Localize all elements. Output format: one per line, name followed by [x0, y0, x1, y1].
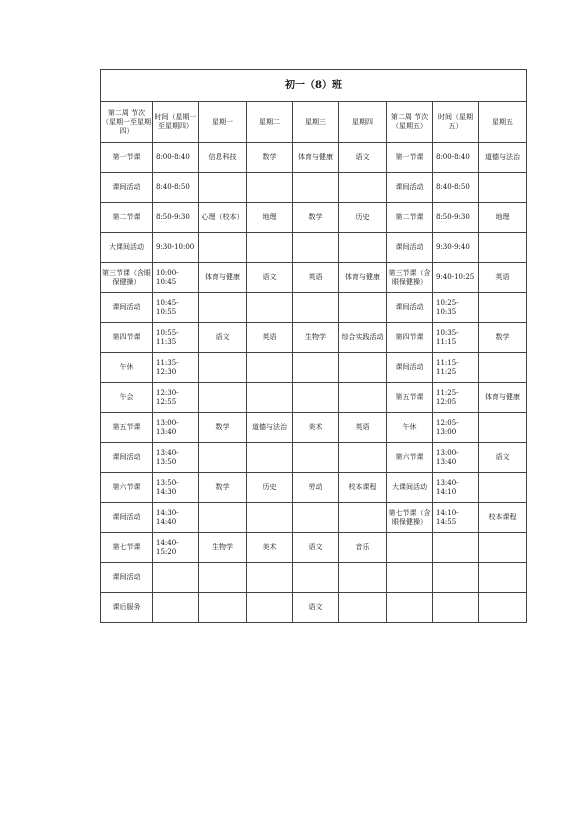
subject-cell: 体育与健康: [479, 383, 527, 413]
table-row: [101, 593, 527, 623]
subject-cell: 音乐: [339, 533, 387, 563]
time-cell: [433, 563, 479, 593]
subject-cell: [293, 443, 339, 473]
period-cell: 第四节课: [101, 323, 153, 353]
subject-cell: [479, 473, 527, 503]
subject-cell: 体育与健康: [293, 143, 339, 173]
column-header: 星期五: [479, 102, 527, 143]
period-cell: 第六节课: [387, 443, 433, 473]
subject-cell: [479, 413, 527, 443]
table-row: [101, 143, 527, 173]
time-cell: 12:05-13:00: [433, 413, 479, 443]
subject-cell: 英语: [247, 323, 293, 353]
period-cell: 课间活动: [387, 353, 433, 383]
subject-cell: [339, 233, 387, 263]
subject-cell: [479, 233, 527, 263]
subject-cell: [247, 293, 293, 323]
subject-cell: 语文: [199, 323, 247, 353]
period-cell: 课间活动: [101, 443, 153, 473]
table-row: [101, 443, 527, 473]
time-cell: 10:25-10:35: [433, 293, 479, 323]
subject-cell: 道德与法治: [247, 413, 293, 443]
subject-cell: 地理: [479, 203, 527, 233]
period-cell: 午休: [101, 353, 153, 383]
table-row: [101, 473, 527, 503]
class-timetable: [100, 69, 527, 623]
period-cell: 第七节课（含眼保健操）: [387, 503, 433, 533]
subject-cell: 生物学: [199, 533, 247, 563]
time-cell: 11:15-11:25: [433, 353, 479, 383]
time-cell: 11:25-12:05: [433, 383, 479, 413]
time-cell: 8:00-8:40: [433, 143, 479, 173]
subject-cell: 美术: [247, 533, 293, 563]
subject-cell: 心理（校本）: [199, 203, 247, 233]
table-row: [101, 203, 527, 233]
subject-cell: [339, 503, 387, 533]
time-cell: 9:30-9:40: [433, 233, 479, 263]
time-cell: 14:40-15:20: [153, 533, 199, 563]
subject-cell: 数学: [293, 203, 339, 233]
subject-cell: [199, 443, 247, 473]
header-row: [101, 102, 527, 143]
subject-cell: 历史: [247, 473, 293, 503]
column-header: 星期四: [339, 102, 387, 143]
period-cell: 课后服务: [101, 593, 153, 623]
subject-cell: [339, 593, 387, 623]
subject-cell: 道德与法治: [479, 143, 527, 173]
period-cell: 第六节课: [101, 473, 153, 503]
time-cell: 12:30-12:55: [153, 383, 199, 413]
subject-cell: [247, 503, 293, 533]
table-row: [101, 263, 527, 293]
period-cell: 午会: [101, 383, 153, 413]
subject-cell: 数学: [199, 413, 247, 443]
period-cell: 第五节课: [387, 383, 433, 413]
table-row: [101, 533, 527, 563]
subject-cell: 劳动: [293, 473, 339, 503]
period-cell: 第二节课: [101, 203, 153, 233]
subject-cell: 历史: [339, 203, 387, 233]
subject-cell: 数学: [199, 473, 247, 503]
period-cell: 课间活动: [387, 173, 433, 203]
time-cell: 8:00-8:40: [153, 143, 199, 173]
time-cell: 9:30-10:00: [153, 233, 199, 263]
subject-cell: [247, 173, 293, 203]
table-row: [101, 293, 527, 323]
period-cell: 第一节课: [101, 143, 153, 173]
period-cell: 第三节课（含眼保健操）: [387, 263, 433, 293]
subject-cell: [247, 443, 293, 473]
period-cell: 大课间活动: [387, 473, 433, 503]
time-cell: 13:40-14:10: [433, 473, 479, 503]
period-cell: [387, 563, 433, 593]
subject-cell: 英语: [339, 413, 387, 443]
subject-cell: [199, 233, 247, 263]
column-header: 第二周 节次（星期五）: [387, 102, 433, 143]
subject-cell: 体育与健康: [199, 263, 247, 293]
table-row: [101, 323, 527, 353]
time-cell: 8:40-8:50: [433, 173, 479, 203]
subject-cell: [339, 563, 387, 593]
subject-cell: 体育与健康: [339, 263, 387, 293]
table-row: [101, 173, 527, 203]
time-cell: 10:00-10:45: [153, 263, 199, 293]
subject-cell: [479, 173, 527, 203]
period-cell: 课间活动: [101, 173, 153, 203]
subject-cell: [199, 173, 247, 203]
time-cell: 11:35-12:30: [153, 353, 199, 383]
subject-cell: 语文: [293, 533, 339, 563]
subject-cell: [247, 353, 293, 383]
period-cell: 课间活动: [387, 233, 433, 263]
subject-cell: [339, 173, 387, 203]
subject-cell: [247, 233, 293, 263]
period-cell: 第五节课: [101, 413, 153, 443]
subject-cell: 生物学: [293, 323, 339, 353]
period-cell: 第二节课: [387, 203, 433, 233]
subject-cell: [293, 293, 339, 323]
period-cell: 第一节课: [387, 143, 433, 173]
subject-cell: 校本课程: [339, 473, 387, 503]
period-cell: 大课间活动: [101, 233, 153, 263]
column-header: 星期三: [293, 102, 339, 143]
subject-cell: 语文: [247, 263, 293, 293]
time-cell: [433, 533, 479, 563]
subject-cell: 美术: [293, 413, 339, 443]
period-cell: 第三节课（含眼保健操）: [101, 263, 153, 293]
column-header: 星期一: [199, 102, 247, 143]
column-header: 星期二: [247, 102, 293, 143]
subject-cell: 数学: [479, 323, 527, 353]
subject-cell: [199, 293, 247, 323]
subject-cell: [339, 353, 387, 383]
period-cell: 第七节课: [101, 533, 153, 563]
subject-cell: [339, 383, 387, 413]
time-cell: 9:40-10:25: [433, 263, 479, 293]
table-row: [101, 233, 527, 263]
time-cell: 8:50-9:30: [153, 203, 199, 233]
table-title: 初一（8）班: [101, 70, 527, 102]
subject-cell: [199, 503, 247, 533]
subject-cell: [479, 563, 527, 593]
column-header: 时间（星期一至星期四）: [153, 102, 199, 143]
subject-cell: [199, 383, 247, 413]
subject-cell: [339, 293, 387, 323]
subject-cell: [293, 173, 339, 203]
subject-cell: 英语: [293, 263, 339, 293]
time-cell: 10:55-11:35: [153, 323, 199, 353]
table-row: [101, 503, 527, 533]
subject-cell: [199, 563, 247, 593]
time-cell: 10:35-11:15: [433, 323, 479, 353]
subject-cell: [339, 443, 387, 473]
subject-cell: 语文: [339, 143, 387, 173]
table-row: [101, 563, 527, 593]
subject-cell: [479, 353, 527, 383]
subject-cell: [199, 353, 247, 383]
subject-cell: 综合实践活动: [339, 323, 387, 353]
time-cell: [153, 563, 199, 593]
time-cell: 8:50-9:30: [433, 203, 479, 233]
time-cell: [433, 593, 479, 623]
time-cell: 10:45-10:55: [153, 293, 199, 323]
subject-cell: [293, 383, 339, 413]
column-header: 时间（星期五）: [433, 102, 479, 143]
subject-cell: [479, 533, 527, 563]
subject-cell: 信息科技: [199, 143, 247, 173]
subject-cell: 语文: [293, 593, 339, 623]
column-header: 第二周 节次（星期一至星期四）: [101, 102, 153, 143]
time-cell: 13:00-13:40: [153, 413, 199, 443]
time-cell: 13:50-14:30: [153, 473, 199, 503]
period-cell: 第四节课: [387, 323, 433, 353]
period-cell: 课间活动: [101, 293, 153, 323]
subject-cell: 地理: [247, 203, 293, 233]
subject-cell: [293, 503, 339, 533]
subject-cell: 英语: [479, 263, 527, 293]
subject-cell: [247, 383, 293, 413]
subject-cell: 语文: [479, 443, 527, 473]
table-row: [101, 413, 527, 443]
period-cell: 课间活动: [387, 293, 433, 323]
subject-cell: 校本课程: [479, 503, 527, 533]
time-cell: [153, 593, 199, 623]
subject-cell: [293, 353, 339, 383]
table-row: [101, 353, 527, 383]
subject-cell: [479, 293, 527, 323]
subject-cell: [293, 563, 339, 593]
title-row: [101, 70, 527, 102]
table-row: [101, 383, 527, 413]
subject-cell: [247, 593, 293, 623]
period-cell: [387, 593, 433, 623]
subject-cell: [293, 233, 339, 263]
time-cell: 14:30-14:40: [153, 503, 199, 533]
subject-cell: [199, 593, 247, 623]
period-cell: [387, 533, 433, 563]
time-cell: 14:10-14:55: [433, 503, 479, 533]
time-cell: 13:40-13:50: [153, 443, 199, 473]
subject-cell: [247, 563, 293, 593]
time-cell: 13:00-13:40: [433, 443, 479, 473]
period-cell: 午休: [387, 413, 433, 443]
period-cell: 课间活动: [101, 503, 153, 533]
subject-cell: [479, 593, 527, 623]
period-cell: 课间活动: [101, 563, 153, 593]
subject-cell: 数学: [247, 143, 293, 173]
time-cell: 8:40-8:50: [153, 173, 199, 203]
timetable-sheet: [100, 69, 527, 623]
